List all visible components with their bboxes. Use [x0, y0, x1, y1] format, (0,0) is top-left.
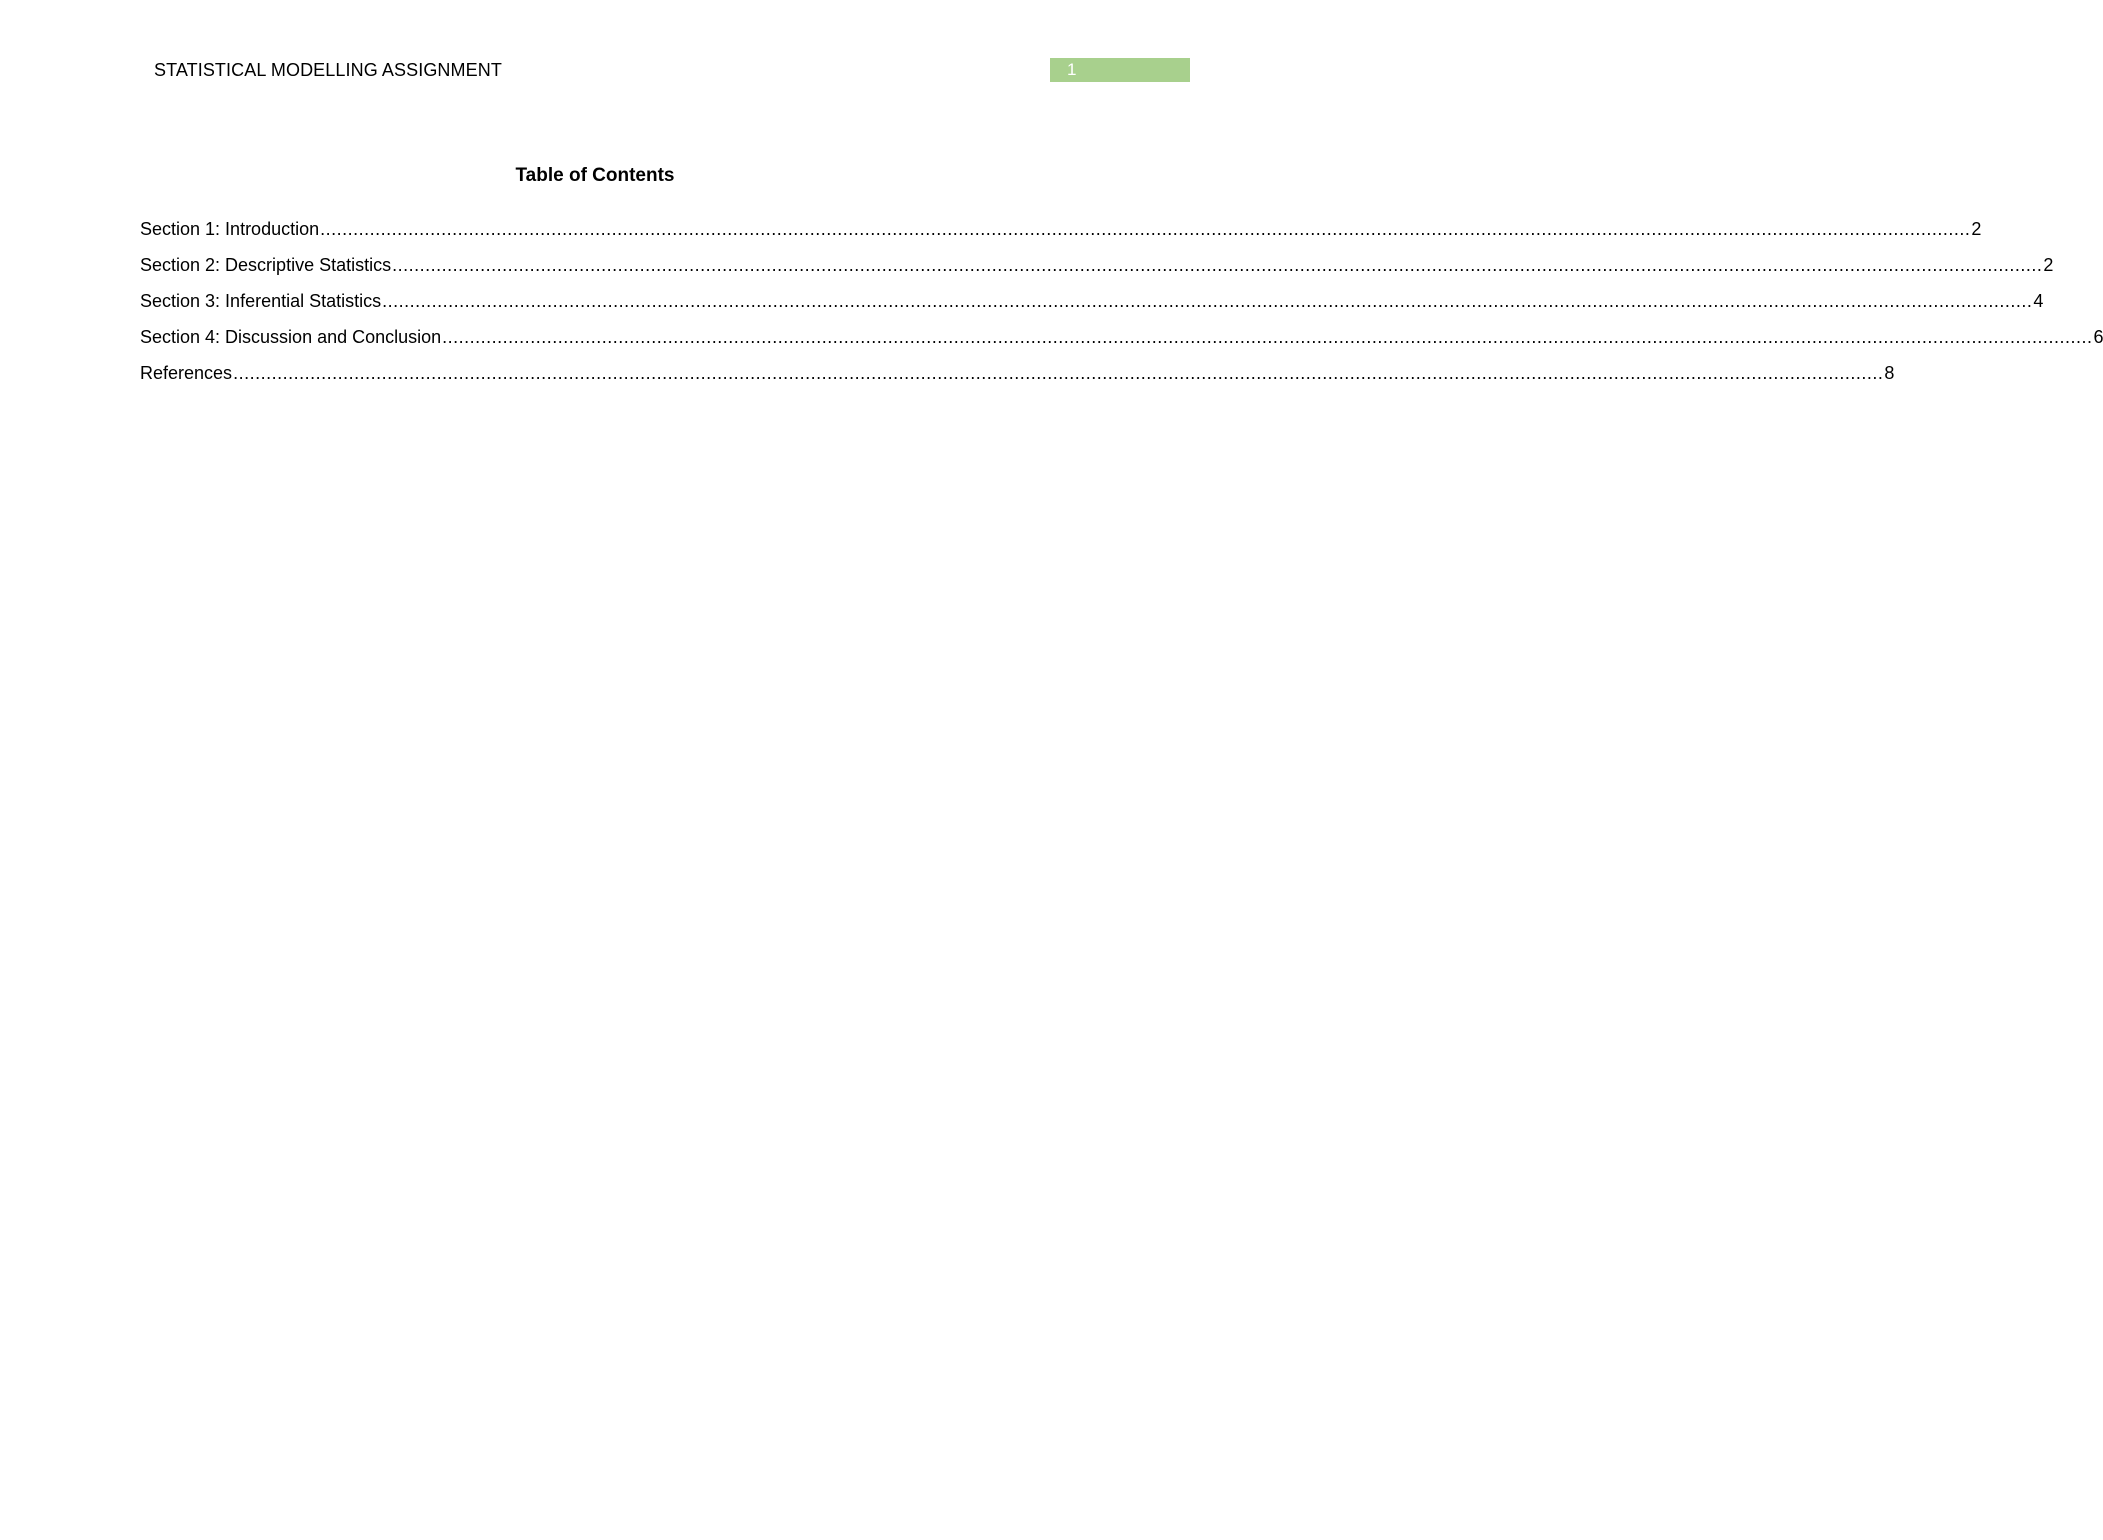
toc-entry-label: Section 2: Descriptive Statistics [140, 255, 392, 275]
toc-entry[interactable] [140, 324, 2103, 360]
toc-entry[interactable] [140, 252, 2054, 288]
toc-entry-label: References [140, 363, 233, 383]
toc-dot-leader: ............................................................................................................................................................................................................................................................................................................ [320, 219, 1971, 239]
page-number: 1 [1067, 60, 1077, 79]
toc-dot-leader: ............................................................................................................................................................................................................................................................................................................ [382, 291, 2033, 311]
header-title: STATISTICAL MODELLING ASSIGNMENT [154, 60, 502, 80]
page-number-badge [1050, 58, 1190, 82]
table-of-contents [140, 216, 2103, 396]
toc-entry-page: 4 [2033, 291, 2044, 311]
toc-entry[interactable] [140, 216, 1982, 252]
toc-dot-leader: ............................................................................................................................................................................................................................................................................................................ [442, 327, 2093, 347]
toc-dot-leader: ............................................................................................................................................................................................................................................................................................................ [233, 363, 1884, 383]
toc-entry-label: Section 3: Inferential Statistics [140, 291, 382, 311]
toc-entry-page: 2 [1971, 219, 1982, 239]
toc-entry-page: 2 [2043, 255, 2054, 275]
toc-entry[interactable] [140, 288, 2044, 324]
toc-entry-label: Section 1: Introduction [140, 219, 320, 239]
toc-entry-page: 6 [2093, 327, 2103, 347]
toc-heading: Table of Contents [515, 165, 675, 186]
toc-entry[interactable] [140, 360, 1895, 396]
toc-entry-label: Section 4: Discussion and Conclusion [140, 327, 442, 347]
toc-dot-leader: ............................................................................................................................................................................................................................................................................................................ [392, 255, 2043, 275]
toc-entry-page: 8 [1884, 363, 1895, 383]
